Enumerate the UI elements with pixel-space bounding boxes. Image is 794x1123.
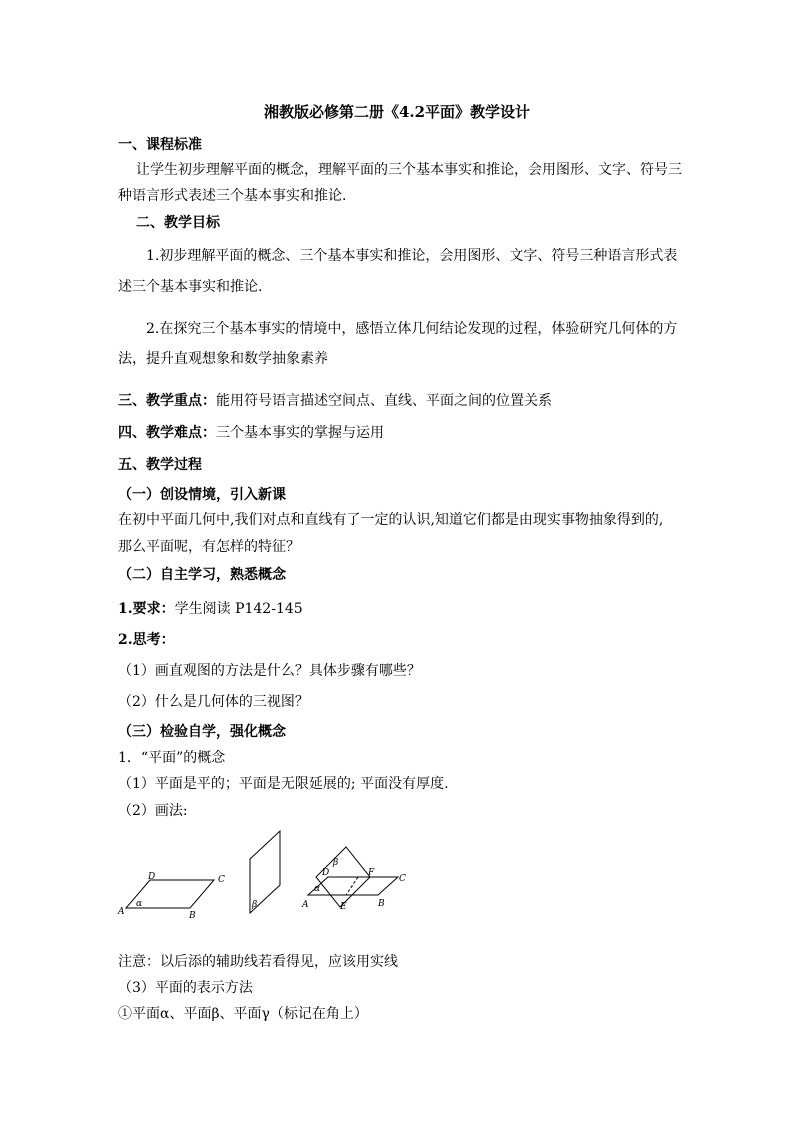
fig3-label-beta: β <box>333 858 339 868</box>
fig1-label-C: C <box>218 875 225 885</box>
section-heading-standards: 一、课程标准 <box>118 137 202 153</box>
concept-title: 1．“平面”的概念 <box>118 750 226 766</box>
part-2-heading: （二）自主学习，熟悉概念 <box>118 567 286 583</box>
part-1-line-2: 那么平面呢，有怎样的特征？ <box>118 539 300 555</box>
difficulties-label: 四、教学难点： <box>118 425 216 441</box>
difficulties-line <box>118 423 384 443</box>
standards-line-1: 让学生初步理解平面的概念，理解平面的三个基本事实和推论，会用图形、文字、符号三 <box>136 162 682 178</box>
part-1-line-1: 在初中平面几何中,我们对点和直线有了一定的认识,知道它们都是由现实事物抽象得到的, <box>118 512 664 528</box>
fig1-label-A: A <box>118 907 125 917</box>
think-label: 2.思考： <box>118 632 175 648</box>
objective-1-line-2: 述三个基本事实和推论. <box>118 279 263 295</box>
difficulties-text: 三个基本事实的掌握与运用 <box>216 425 384 441</box>
representation-line: ①平面α、平面β、平面γ（标记在角上） <box>118 1006 368 1022</box>
fig3-label-C: C <box>399 874 406 884</box>
key-points-label: 三、教学重点： <box>118 393 216 409</box>
fig3-label-E: E <box>340 902 347 912</box>
section-heading-process: 五、教学过程 <box>118 457 202 473</box>
standards-line-2: 种语言形式表述三个基本事实和推论. <box>118 188 347 204</box>
requirement-label: 1.要求： <box>118 601 175 617</box>
fig1-label-alpha: α <box>136 899 143 909</box>
key-points-text: 能用符号语言描述空间点、直线、平面之间的位置关系 <box>216 393 552 409</box>
fig3-label-F: F <box>368 868 375 878</box>
document-title: 湘教版必修第二册《4.2平面》教学设计 <box>263 103 531 121</box>
objective-2-line-2: 法，提升直观想象和数学抽象素养 <box>118 351 328 367</box>
concept-item-2: （2）画法: <box>118 803 188 819</box>
fig3-label-A: A <box>302 900 309 910</box>
requirement-line <box>118 599 303 619</box>
objective-1-line-1: 1.初步理解平面的概念、三个基本事实和推论，会用图形、文字、符号三种语言形式表 <box>146 248 678 264</box>
concept-item-3: （3）平面的表示方法 <box>118 980 253 996</box>
concept-item-1: （1）平面是平的；平面是无限延展的; 平面没有厚度. <box>118 776 449 792</box>
fig2-label-beta: β <box>252 900 258 910</box>
question-1: （1）画直观图的方法是什么？具体步骤有哪些？ <box>118 663 421 679</box>
fig1-label-D: D <box>148 872 156 882</box>
part-1-heading: （一）创设情境，引入新课 <box>118 487 286 503</box>
key-points-line <box>118 391 552 411</box>
fig3-label-alpha: α <box>314 884 321 894</box>
requirement-text: 学生阅读 P142-145 <box>174 601 303 617</box>
fig1-label-B: B <box>189 911 196 920</box>
question-2: （2）什么是几何体的三视图？ <box>118 694 309 710</box>
figure-plane-alpha <box>116 870 236 920</box>
note-line: 注意：以后添的辅助线若看得见，应该用实线 <box>118 954 398 970</box>
part-3-heading: （三）检验自学，强化概念 <box>118 724 286 740</box>
objective-2-line-1: 2.在探究三个基本事实的情境中，感悟立体几何结论发现的过程，体验研究几何体的方 <box>146 321 678 337</box>
figure-plane-beta <box>240 825 300 920</box>
fig3-label-D: D <box>322 868 330 878</box>
figure-intersecting-planes <box>298 835 418 915</box>
section-heading-objectives: 二、教学目标 <box>136 215 220 231</box>
fig3-label-B: B <box>378 899 385 909</box>
